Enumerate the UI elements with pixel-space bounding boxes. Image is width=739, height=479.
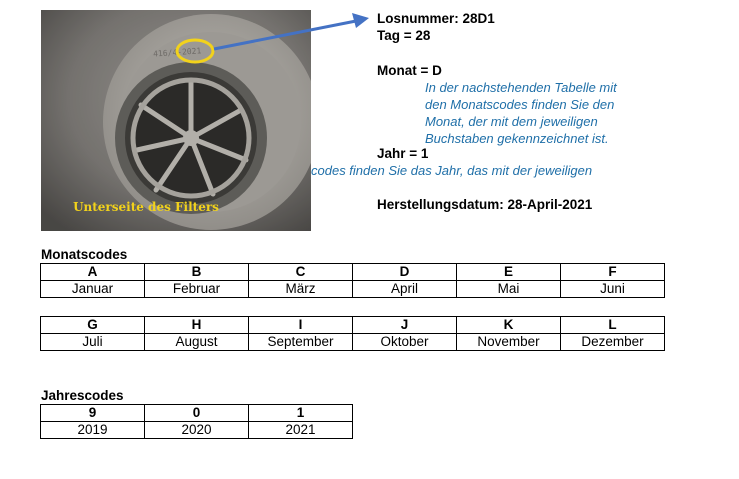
table-row — [41, 405, 353, 422]
month-name-cell: Januar — [41, 281, 145, 298]
year-value-cell: 2020 — [145, 422, 249, 439]
month-code-cell: I — [249, 317, 353, 334]
year-note: codes finden Sie das Jahr, das mit der jeweiligen — [311, 163, 593, 178]
month-code-cell: J — [353, 317, 457, 334]
filter-illustration — [41, 10, 311, 231]
month-name-cell: Oktober — [353, 334, 457, 351]
table-row — [41, 334, 665, 351]
lot-year: Jahr = 1 — [377, 146, 429, 161]
stamp-text: 416/4-2021 — [152, 46, 202, 59]
month-name-cell: Februar — [145, 281, 249, 298]
manufacture-date: Herstellungsdatum: 28-April-2021 — [377, 197, 593, 212]
month-code-cell: G — [41, 317, 145, 334]
year-value-cell: 2019 — [41, 422, 145, 439]
month-code-cell: F — [561, 264, 665, 281]
month-code-cell: H — [145, 317, 249, 334]
month-note — [425, 79, 617, 147]
table-row — [41, 317, 665, 334]
month-code-cell: B — [145, 264, 249, 281]
month-name-cell: Juni — [561, 281, 665, 298]
year-code-cell: 1 — [249, 405, 353, 422]
month-code-cell: A — [41, 264, 145, 281]
year-code-cell: 9 — [41, 405, 145, 422]
month-code-cell: K — [457, 317, 561, 334]
month-note-line: den Monatscodes finden Sie den — [425, 97, 615, 112]
month-note-line: Monat, der mit dem jeweiligen — [425, 114, 598, 129]
month-note-line: Buchstaben gekennzeichnet ist. — [425, 131, 609, 146]
month-note-line: In der nachstehenden Tabelle mit — [425, 80, 617, 95]
year-codes-title: Jahrescodes — [41, 388, 124, 403]
month-name-cell: April — [353, 281, 457, 298]
year-codes-table — [40, 404, 353, 439]
table-row — [41, 281, 665, 298]
filter-photo — [41, 10, 311, 231]
photo-caption: Unterseite des Filters — [73, 200, 219, 214]
month-name-cell: Juli — [41, 334, 145, 351]
month-name-cell: September — [249, 334, 353, 351]
month-name-cell: Dezember — [561, 334, 665, 351]
month-name-cell: August — [145, 334, 249, 351]
year-code-cell: 0 — [145, 405, 249, 422]
month-name-cell: November — [457, 334, 561, 351]
lot-month: Monat = D — [377, 63, 442, 78]
year-value-cell: 2021 — [249, 422, 353, 439]
month-name-cell: Mai — [457, 281, 561, 298]
month-codes-table-2 — [40, 316, 665, 351]
month-code-cell: E — [457, 264, 561, 281]
lot-day: Tag = 28 — [377, 28, 431, 43]
month-code-cell: D — [353, 264, 457, 281]
month-code-cell: L — [561, 317, 665, 334]
month-code-cell: C — [249, 264, 353, 281]
lot-number: Losnummer: 28D1 — [377, 11, 495, 26]
month-codes-title: Monatscodes — [41, 247, 128, 262]
table-row — [41, 422, 353, 439]
month-codes-table-1 — [40, 263, 665, 298]
month-name-cell: März — [249, 281, 353, 298]
table-row — [41, 264, 665, 281]
